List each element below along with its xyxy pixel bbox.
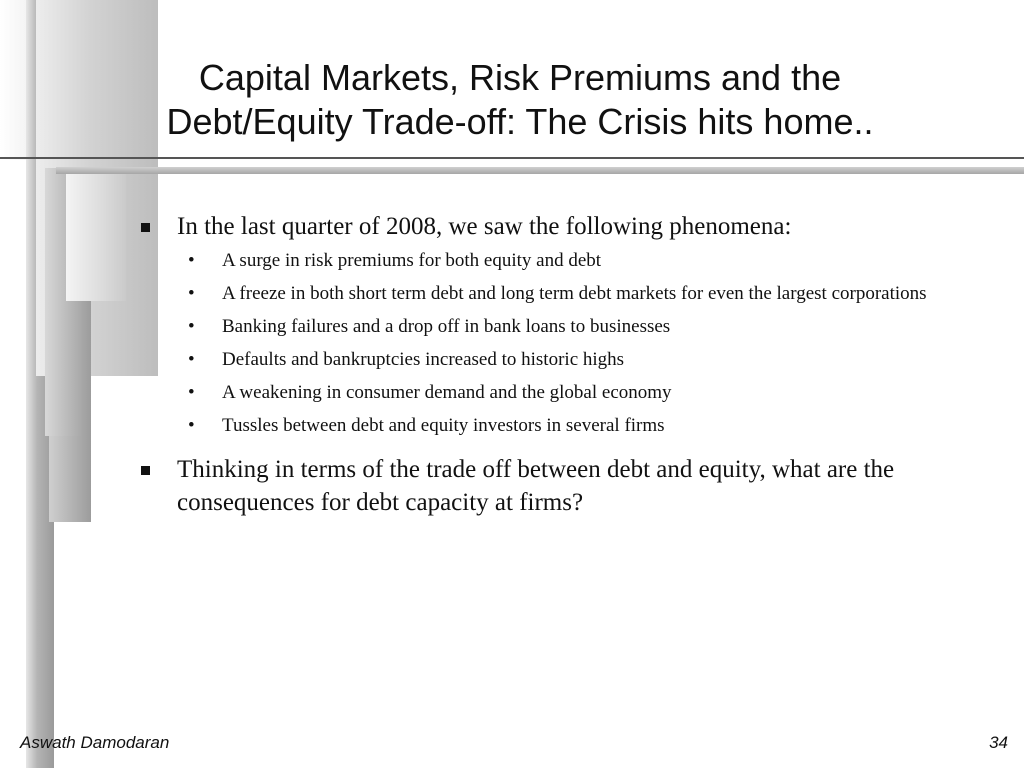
sub-bullet-list — [137, 247, 967, 439]
sub-bullet-text: Tussles between debt and equity investors in several firms — [222, 415, 665, 436]
bullet-text: Thinking in terms of the trade off between debt and equity, what are the consequences for debt capacity at firms? — [177, 456, 895, 516]
square-bullet-icon — [141, 466, 150, 475]
dot-bullet-icon: • — [188, 283, 195, 304]
dot-bullet-icon: • — [188, 349, 195, 370]
bullet-item — [137, 210, 967, 243]
page-number: 34 — [989, 733, 1008, 752]
bullet-text: In the last quarter of 2008, we saw the following phenomena: — [177, 213, 792, 240]
sub-bullet-item — [137, 412, 967, 439]
sub-bullet-text: A freeze in both short term debt and long term debt markets for even the largest corporations — [222, 283, 927, 304]
bullet-item — [137, 453, 967, 519]
sub-bullet-text: Defaults and bankruptcies increased to historic highs — [222, 349, 625, 370]
slide-title — [60, 56, 980, 144]
sub-bullet-item — [137, 346, 967, 373]
dot-bullet-icon: • — [188, 382, 195, 403]
sub-bullet-text: A surge in risk premiums for both equity and debt — [222, 250, 602, 271]
sub-bullet-item — [137, 280, 967, 307]
square-bullet-icon — [141, 223, 150, 232]
dot-bullet-icon: • — [188, 415, 195, 436]
dot-bullet-icon: • — [188, 250, 195, 271]
footer-author: Aswath Damodaran — [20, 733, 170, 752]
title-divider-shadow — [56, 167, 1024, 174]
sub-bullet-item — [137, 247, 967, 274]
title-line-2: Debt/Equity Trade-off: The Crisis hits home.. — [166, 101, 874, 142]
slide-body — [137, 210, 967, 523]
sub-bullet-item — [137, 313, 967, 340]
sub-bullet-text: Banking failures and a drop off in bank loans to businesses — [222, 316, 671, 337]
sub-bullet-item — [137, 379, 967, 406]
dot-bullet-icon: • — [188, 316, 195, 337]
title-line-1: Capital Markets, Risk Premiums and the — [198, 57, 842, 98]
title-divider — [0, 157, 1024, 159]
decorative-bar — [66, 168, 126, 301]
sub-bullet-text: A weakening in consumer demand and the global economy — [222, 382, 672, 403]
